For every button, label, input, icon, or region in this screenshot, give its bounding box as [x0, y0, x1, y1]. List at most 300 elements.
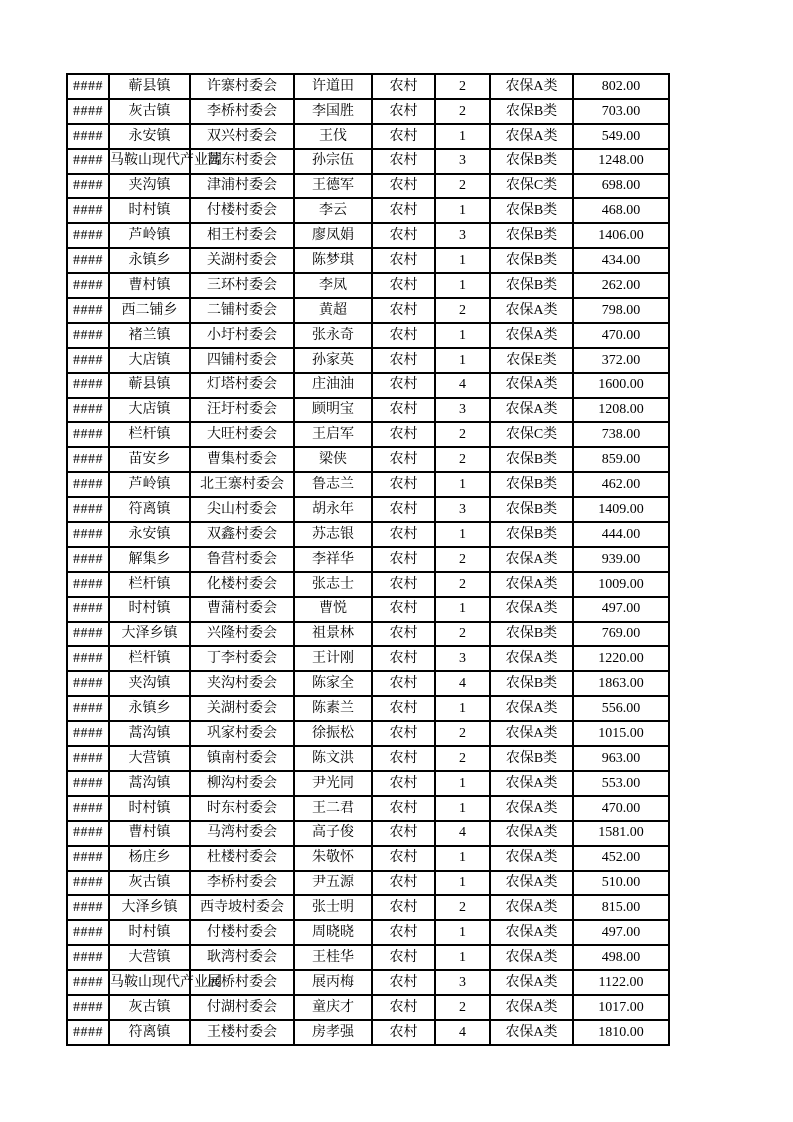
cell-village: 夹沟村委会 — [190, 671, 294, 696]
table-row — [67, 597, 669, 622]
cell-town: 蒿沟镇 — [109, 721, 190, 746]
cell-amount: 1406.00 — [573, 223, 669, 248]
cell-amount: 468.00 — [573, 198, 669, 223]
cell-insurance: 农保A类 — [490, 920, 573, 945]
cell-amount: 769.00 — [573, 622, 669, 647]
cell-amount: 510.00 — [573, 871, 669, 896]
cell-amount: 498.00 — [573, 945, 669, 970]
cell-count: 1 — [435, 597, 490, 622]
table-row — [67, 74, 669, 99]
cell-village: 双鑫村委会 — [190, 522, 294, 547]
cell-residence: 农村 — [372, 223, 435, 248]
cell-count: 1 — [435, 348, 490, 373]
cell-residence: 农村 — [372, 622, 435, 647]
cell-count: 2 — [435, 447, 490, 472]
cell-insurance: 农保A类 — [490, 547, 573, 572]
cell-amount: 462.00 — [573, 472, 669, 497]
cell-amount: 1208.00 — [573, 398, 669, 423]
cell-insurance: 农保A类 — [490, 846, 573, 871]
cell-town: 大泽乡镇 — [109, 622, 190, 647]
cell-name: 廖凤娟 — [294, 223, 372, 248]
cell-residence: 农村 — [372, 198, 435, 223]
cell-village: 鲁营村委会 — [190, 547, 294, 572]
table-row — [67, 422, 669, 447]
cell-name: 鲁志兰 — [294, 472, 372, 497]
cell-town: 解集乡 — [109, 547, 190, 572]
cell-village: 耿湾村委会 — [190, 945, 294, 970]
table-body — [67, 74, 669, 1045]
cell-hash: #### — [67, 871, 109, 896]
cell-amount: 1220.00 — [573, 646, 669, 671]
cell-count: 2 — [435, 572, 490, 597]
cell-hash: #### — [67, 373, 109, 398]
cell-name: 陈素兰 — [294, 696, 372, 721]
cell-hash: #### — [67, 447, 109, 472]
cell-village: 西寺坡村委会 — [190, 895, 294, 920]
cell-count: 3 — [435, 398, 490, 423]
cell-amount: 444.00 — [573, 522, 669, 547]
cell-village: 关湖村委会 — [190, 696, 294, 721]
cell-town: 曹村镇 — [109, 273, 190, 298]
cell-hash: #### — [67, 198, 109, 223]
cell-amount: 963.00 — [573, 746, 669, 771]
cell-town: 杨庄乡 — [109, 846, 190, 871]
cell-residence: 农村 — [372, 174, 435, 199]
cell-town: 符离镇 — [109, 1020, 190, 1045]
cell-insurance: 农保A类 — [490, 945, 573, 970]
cell-residence: 农村 — [372, 74, 435, 99]
cell-hash: #### — [67, 846, 109, 871]
table-row — [67, 572, 669, 597]
cell-town: 灰古镇 — [109, 99, 190, 124]
cell-count: 1 — [435, 198, 490, 223]
cell-town: 栏杆镇 — [109, 572, 190, 597]
cell-name: 尹五源 — [294, 871, 372, 896]
cell-name: 苏志银 — [294, 522, 372, 547]
cell-village: 二铺村委会 — [190, 298, 294, 323]
cell-hash: #### — [67, 821, 109, 846]
cell-residence: 农村 — [372, 572, 435, 597]
cell-count: 1 — [435, 696, 490, 721]
cell-village: 相王村委会 — [190, 223, 294, 248]
cell-village: 杜楼村委会 — [190, 846, 294, 871]
cell-residence: 农村 — [372, 821, 435, 846]
cell-town: 大店镇 — [109, 348, 190, 373]
cell-residence: 农村 — [372, 447, 435, 472]
cell-name: 张永奇 — [294, 323, 372, 348]
cell-count: 3 — [435, 970, 490, 995]
cell-name: 张士明 — [294, 895, 372, 920]
cell-hash: #### — [67, 970, 109, 995]
cell-town: 夹沟镇 — [109, 671, 190, 696]
cell-town: 芦岭镇 — [109, 472, 190, 497]
cell-village: 镇南村委会 — [190, 746, 294, 771]
cell-hash: #### — [67, 398, 109, 423]
cell-name: 黄超 — [294, 298, 372, 323]
cell-town: 灰古镇 — [109, 871, 190, 896]
cell-insurance: 农保B类 — [490, 746, 573, 771]
table-row — [67, 447, 669, 472]
cell-residence: 农村 — [372, 348, 435, 373]
cell-amount: 1409.00 — [573, 497, 669, 522]
cell-hash: #### — [67, 746, 109, 771]
cell-hash: #### — [67, 696, 109, 721]
cell-name: 胡永年 — [294, 497, 372, 522]
cell-village: 马湾村委会 — [190, 821, 294, 846]
cell-name: 童庆才 — [294, 995, 372, 1020]
cell-count: 4 — [435, 1020, 490, 1045]
cell-residence: 农村 — [372, 746, 435, 771]
cell-village: 津浦村委会 — [190, 174, 294, 199]
cell-amount: 703.00 — [573, 99, 669, 124]
cell-amount: 1600.00 — [573, 373, 669, 398]
cell-insurance: 农保A类 — [490, 696, 573, 721]
cell-amount: 1009.00 — [573, 572, 669, 597]
cell-hash: #### — [67, 273, 109, 298]
table-row — [67, 124, 669, 149]
cell-amount: 859.00 — [573, 447, 669, 472]
cell-insurance: 农保B类 — [490, 671, 573, 696]
cell-village: 巩家村委会 — [190, 721, 294, 746]
cell-village: 展桥村委会 — [190, 970, 294, 995]
cell-name: 房孝强 — [294, 1020, 372, 1045]
cell-name: 王启军 — [294, 422, 372, 447]
cell-amount: 1581.00 — [573, 821, 669, 846]
table-row — [67, 373, 669, 398]
cell-residence: 农村 — [372, 522, 435, 547]
cell-name: 王德军 — [294, 174, 372, 199]
table-row — [67, 398, 669, 423]
cell-count: 2 — [435, 746, 490, 771]
records-table — [66, 73, 670, 1046]
cell-count: 4 — [435, 821, 490, 846]
cell-amount: 939.00 — [573, 547, 669, 572]
table-row — [67, 721, 669, 746]
cell-residence: 农村 — [372, 1020, 435, 1045]
cell-insurance: 农保A类 — [490, 646, 573, 671]
cell-residence: 农村 — [372, 99, 435, 124]
cell-insurance: 农保B类 — [490, 149, 573, 174]
cell-name: 庄油油 — [294, 373, 372, 398]
cell-amount: 1017.00 — [573, 995, 669, 1020]
cell-residence: 农村 — [372, 597, 435, 622]
cell-amount: 470.00 — [573, 796, 669, 821]
cell-town: 苗安乡 — [109, 447, 190, 472]
cell-hash: #### — [67, 622, 109, 647]
cell-hash: #### — [67, 174, 109, 199]
cell-name: 许道田 — [294, 74, 372, 99]
cell-name: 尹光同 — [294, 771, 372, 796]
cell-residence: 农村 — [372, 995, 435, 1020]
table-row — [67, 895, 669, 920]
cell-count: 1 — [435, 796, 490, 821]
cell-hash: #### — [67, 472, 109, 497]
cell-hash: #### — [67, 721, 109, 746]
table-row — [67, 970, 669, 995]
table-row — [67, 248, 669, 273]
table-row — [67, 622, 669, 647]
cell-name: 顾明宝 — [294, 398, 372, 423]
cell-village: 曹集村委会 — [190, 447, 294, 472]
cell-name: 王桂华 — [294, 945, 372, 970]
cell-name: 朱敬怀 — [294, 846, 372, 871]
cell-insurance: 农保A类 — [490, 124, 573, 149]
cell-insurance: 农保A类 — [490, 572, 573, 597]
cell-town: 马鞍山现代产业园 — [109, 149, 190, 174]
cell-count: 2 — [435, 895, 490, 920]
cell-town: 大泽乡镇 — [109, 895, 190, 920]
cell-village: 双兴村委会 — [190, 124, 294, 149]
cell-hash: #### — [67, 945, 109, 970]
cell-hash: #### — [67, 895, 109, 920]
cell-count: 3 — [435, 223, 490, 248]
cell-hash: #### — [67, 1020, 109, 1045]
cell-town: 永镇乡 — [109, 248, 190, 273]
cell-hash: #### — [67, 572, 109, 597]
cell-amount: 549.00 — [573, 124, 669, 149]
cell-name: 李祥华 — [294, 547, 372, 572]
cell-insurance: 农保A类 — [490, 895, 573, 920]
table-row — [67, 846, 669, 871]
cell-town: 栏杆镇 — [109, 646, 190, 671]
cell-hash: #### — [67, 323, 109, 348]
cell-amount: 434.00 — [573, 248, 669, 273]
cell-name: 梁侠 — [294, 447, 372, 472]
cell-count: 3 — [435, 497, 490, 522]
cell-hash: #### — [67, 348, 109, 373]
cell-residence: 农村 — [372, 547, 435, 572]
cell-insurance: 农保C类 — [490, 174, 573, 199]
cell-name: 展丙梅 — [294, 970, 372, 995]
cell-insurance: 农保C类 — [490, 422, 573, 447]
cell-count: 1 — [435, 871, 490, 896]
cell-amount: 470.00 — [573, 323, 669, 348]
cell-name: 周晓晓 — [294, 920, 372, 945]
cell-village: 尖山村委会 — [190, 497, 294, 522]
cell-town: 大营镇 — [109, 746, 190, 771]
cell-residence: 农村 — [372, 124, 435, 149]
cell-village: 时东村委会 — [190, 796, 294, 821]
cell-hash: #### — [67, 646, 109, 671]
cell-hash: #### — [67, 597, 109, 622]
table-row — [67, 671, 669, 696]
cell-residence: 农村 — [372, 373, 435, 398]
cell-insurance: 农保A类 — [490, 1020, 573, 1045]
cell-village: 化楼村委会 — [190, 572, 294, 597]
cell-town: 时村镇 — [109, 198, 190, 223]
cell-amount: 556.00 — [573, 696, 669, 721]
cell-name: 孙家英 — [294, 348, 372, 373]
cell-name: 李凤 — [294, 273, 372, 298]
table-row — [67, 1020, 669, 1045]
cell-hash: #### — [67, 124, 109, 149]
cell-residence: 农村 — [372, 696, 435, 721]
cell-town: 栏杆镇 — [109, 422, 190, 447]
cell-village: 三环村委会 — [190, 273, 294, 298]
table-row — [67, 223, 669, 248]
cell-count: 2 — [435, 174, 490, 199]
cell-village: 丁李村委会 — [190, 646, 294, 671]
cell-hash: #### — [67, 497, 109, 522]
cell-hash: #### — [67, 99, 109, 124]
cell-town: 永安镇 — [109, 522, 190, 547]
cell-residence: 农村 — [372, 771, 435, 796]
cell-town: 马鞍山现代产业园 — [109, 970, 190, 995]
cell-amount: 1810.00 — [573, 1020, 669, 1045]
cell-amount: 553.00 — [573, 771, 669, 796]
cell-hash: #### — [67, 522, 109, 547]
cell-hash: #### — [67, 149, 109, 174]
cell-name: 孙宗伍 — [294, 149, 372, 174]
cell-residence: 农村 — [372, 796, 435, 821]
cell-town: 曹村镇 — [109, 821, 190, 846]
cell-town: 时村镇 — [109, 597, 190, 622]
cell-count: 1 — [435, 920, 490, 945]
cell-village: 兴隆村委会 — [190, 622, 294, 647]
cell-hash: #### — [67, 298, 109, 323]
cell-count: 1 — [435, 323, 490, 348]
cell-name: 徐振松 — [294, 721, 372, 746]
table-row — [67, 348, 669, 373]
cell-residence: 农村 — [372, 945, 435, 970]
cell-insurance: 农保A类 — [490, 398, 573, 423]
cell-town: 西二铺乡 — [109, 298, 190, 323]
cell-name: 王伐 — [294, 124, 372, 149]
cell-name: 祖景林 — [294, 622, 372, 647]
table-row — [67, 995, 669, 1020]
cell-village: 曹蒲村委会 — [190, 597, 294, 622]
cell-hash: #### — [67, 995, 109, 1020]
cell-name: 王二君 — [294, 796, 372, 821]
cell-count: 1 — [435, 248, 490, 273]
table-row — [67, 796, 669, 821]
cell-town: 大营镇 — [109, 945, 190, 970]
cell-town: 蕲县镇 — [109, 373, 190, 398]
cell-hash: #### — [67, 671, 109, 696]
cell-village: 蒿东村委会 — [190, 149, 294, 174]
cell-residence: 农村 — [372, 472, 435, 497]
cell-insurance: 农保A类 — [490, 871, 573, 896]
table-row — [67, 298, 669, 323]
cell-town: 永镇乡 — [109, 696, 190, 721]
cell-amount: 698.00 — [573, 174, 669, 199]
cell-residence: 农村 — [372, 920, 435, 945]
table-row — [67, 323, 669, 348]
cell-name: 李云 — [294, 198, 372, 223]
cell-insurance: 农保B类 — [490, 248, 573, 273]
cell-insurance: 农保A类 — [490, 373, 573, 398]
table-row — [67, 771, 669, 796]
cell-count: 2 — [435, 622, 490, 647]
cell-count: 1 — [435, 472, 490, 497]
cell-name: 王计刚 — [294, 646, 372, 671]
cell-insurance: 农保B类 — [490, 223, 573, 248]
cell-village: 付湖村委会 — [190, 995, 294, 1020]
cell-name: 曹悦 — [294, 597, 372, 622]
cell-town: 时村镇 — [109, 920, 190, 945]
cell-amount: 1015.00 — [573, 721, 669, 746]
cell-insurance: 农保A类 — [490, 298, 573, 323]
cell-amount: 497.00 — [573, 920, 669, 945]
cell-insurance: 农保A类 — [490, 721, 573, 746]
cell-count: 3 — [435, 646, 490, 671]
cell-insurance: 农保B类 — [490, 472, 573, 497]
cell-village: 王楼村委会 — [190, 1020, 294, 1045]
table-row — [67, 99, 669, 124]
cell-village: 付楼村委会 — [190, 198, 294, 223]
cell-count: 2 — [435, 721, 490, 746]
cell-insurance: 农保A类 — [490, 796, 573, 821]
cell-village: 许寨村委会 — [190, 74, 294, 99]
cell-town: 大店镇 — [109, 398, 190, 423]
cell-hash: #### — [67, 796, 109, 821]
cell-amount: 802.00 — [573, 74, 669, 99]
cell-insurance: 农保A类 — [490, 597, 573, 622]
cell-town: 时村镇 — [109, 796, 190, 821]
cell-count: 1 — [435, 771, 490, 796]
cell-insurance: 农保A类 — [490, 74, 573, 99]
cell-count: 3 — [435, 149, 490, 174]
table-row — [67, 174, 669, 199]
cell-count: 1 — [435, 522, 490, 547]
table-row — [67, 472, 669, 497]
cell-insurance: 农保A类 — [490, 995, 573, 1020]
cell-residence: 农村 — [372, 248, 435, 273]
cell-insurance: 农保B类 — [490, 622, 573, 647]
cell-count: 2 — [435, 74, 490, 99]
table-row — [67, 149, 669, 174]
cell-village: 大旺村委会 — [190, 422, 294, 447]
cell-insurance: 农保A类 — [490, 821, 573, 846]
table-row — [67, 746, 669, 771]
table-row — [67, 821, 669, 846]
cell-count: 2 — [435, 995, 490, 1020]
table-row — [67, 945, 669, 970]
cell-residence: 农村 — [372, 273, 435, 298]
cell-town: 符离镇 — [109, 497, 190, 522]
cell-count: 2 — [435, 298, 490, 323]
cell-name: 张志士 — [294, 572, 372, 597]
cell-insurance: 农保A类 — [490, 970, 573, 995]
cell-amount: 262.00 — [573, 273, 669, 298]
cell-count: 4 — [435, 373, 490, 398]
cell-count: 1 — [435, 846, 490, 871]
cell-name: 陈梦琪 — [294, 248, 372, 273]
cell-name: 高子俊 — [294, 821, 372, 846]
cell-town: 灰古镇 — [109, 995, 190, 1020]
cell-village: 关湖村委会 — [190, 248, 294, 273]
cell-town: 永安镇 — [109, 124, 190, 149]
cell-count: 2 — [435, 547, 490, 572]
cell-residence: 农村 — [372, 149, 435, 174]
table-row — [67, 871, 669, 896]
cell-hash: #### — [67, 771, 109, 796]
cell-village: 付楼村委会 — [190, 920, 294, 945]
cell-village: 柳沟村委会 — [190, 771, 294, 796]
table-row — [67, 522, 669, 547]
table-row — [67, 198, 669, 223]
table-row — [67, 273, 669, 298]
cell-town: 夹沟镇 — [109, 174, 190, 199]
cell-town: 芦岭镇 — [109, 223, 190, 248]
cell-village: 李桥村委会 — [190, 871, 294, 896]
table-row — [67, 547, 669, 572]
cell-insurance: 农保B类 — [490, 447, 573, 472]
table-row — [67, 696, 669, 721]
cell-count: 1 — [435, 124, 490, 149]
cell-amount: 452.00 — [573, 846, 669, 871]
cell-village: 灯塔村委会 — [190, 373, 294, 398]
